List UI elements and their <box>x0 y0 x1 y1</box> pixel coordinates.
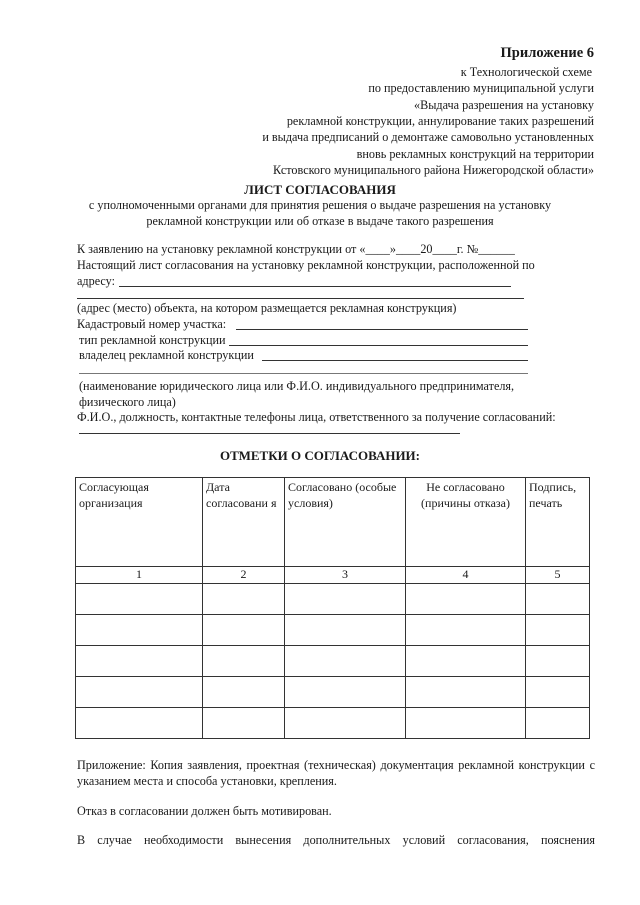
table-cell <box>285 707 406 738</box>
column-number: 2 <box>203 567 285 584</box>
type-label: тип рекламной конструкции <box>79 333 226 347</box>
cadastral-label: Кадастровый номер участка: <box>77 317 227 331</box>
header-not-approved: Не согласовано (причины отказа) <box>406 478 526 567</box>
table-cell <box>526 645 590 676</box>
owner-fill-line <box>262 360 528 361</box>
marks-title: ОТМЕТКИ О СОГЛАСОВАНИИ: <box>219 448 420 463</box>
subtitle-line: с уполномоченными органами для принятия решения о выдаче разрешения на установку <box>88 198 552 212</box>
column-number: 1 <box>76 567 203 584</box>
table-cell <box>76 707 203 738</box>
address-fill-line-2 <box>77 298 524 299</box>
table-cell <box>406 676 526 707</box>
table-row <box>76 583 590 614</box>
annex-line: к Технологической схеме <box>460 65 592 79</box>
additional-note: В случае необходимости вынесения дополнительных условий согласования, пояснения <box>77 833 595 847</box>
table-cell <box>406 614 526 645</box>
table-cell <box>203 583 285 614</box>
address-caption: (адрес (место) объекта, на котором размещается рекламная конструкция) <box>77 301 457 315</box>
responsible-label: Ф.И.О., должность, контактные телефоны лица, ответственного за получение согласований: <box>77 410 556 424</box>
annex-title: Приложение 6 <box>500 45 594 61</box>
application-line: К заявлению на установку рекламной конструкции от «____»____20____г. №______ <box>77 242 515 256</box>
table-cell <box>203 614 285 645</box>
column-number: 5 <box>526 567 590 584</box>
sheet-line: Настоящий лист согласования на установку рекламной конструкции, расположенной по <box>77 258 535 272</box>
table-cell <box>76 583 203 614</box>
type-fill-line <box>229 345 528 346</box>
annex-line: по предоставлению муниципальной услуги <box>368 81 594 96</box>
table-cell <box>526 676 590 707</box>
annex-line: и выдача предписаний о демонтаже самовольно установленных <box>262 130 594 145</box>
header-signature: Подпись, печать <box>526 478 590 567</box>
responsible-fill-line <box>79 433 460 434</box>
table-cell <box>203 645 285 676</box>
table-cell <box>76 614 203 645</box>
cadastral-fill-line <box>236 329 528 330</box>
table-cell <box>406 583 526 614</box>
table-number-row <box>76 567 590 584</box>
table-cell <box>76 645 203 676</box>
table-cell <box>406 707 526 738</box>
document-title: ЛИСТ СОГЛАСОВАНИЯ <box>244 182 396 197</box>
table-cell <box>285 676 406 707</box>
table-row <box>76 676 590 707</box>
annex-line: Кстовского муниципального района Нижегородской области» <box>273 163 594 178</box>
header-date: Дата согласовани я <box>203 478 285 567</box>
owner-caption: (наименование юридического лица или Ф.И.О. индивидуального предпринимателя, <box>79 379 515 393</box>
annex-caption <box>262 64 594 178</box>
table-cell <box>203 676 285 707</box>
owner-label: владелец рекламной конструкции <box>79 348 254 362</box>
table-header-row <box>76 478 590 567</box>
table-cell <box>76 676 203 707</box>
approval-table <box>75 477 590 739</box>
table-cell <box>285 614 406 645</box>
attachment-note: Приложение: Копия заявления, проектная (техническая) документация рекламной конструкции с указанием места и способа установки, крепления. <box>77 758 595 789</box>
refusal-note: Отказ в согласовании должен быть мотивирован. <box>77 804 332 818</box>
table-cell <box>526 707 590 738</box>
table-row <box>76 707 590 738</box>
header-approved: Согласовано (особые условия) <box>285 478 406 567</box>
document-subtitle <box>0 198 640 230</box>
table-row <box>76 645 590 676</box>
table-row <box>76 614 590 645</box>
table-cell <box>285 645 406 676</box>
header-organization: Согласующая организация <box>76 478 203 567</box>
table-cell <box>406 645 526 676</box>
owner-caption-cont: физического лица) <box>79 395 176 409</box>
annex-line: рекламной конструкции, аннулирование таких разрешений <box>286 114 594 129</box>
column-number: 3 <box>285 567 406 584</box>
address-fill-line <box>119 286 511 287</box>
owner-fill-line-2 <box>79 373 528 374</box>
table-cell <box>203 707 285 738</box>
column-number: 4 <box>406 567 526 584</box>
address-label: адресу: <box>77 274 115 288</box>
annex-line: «Выдача разрешения на установку <box>413 97 594 112</box>
table-cell <box>526 583 590 614</box>
table-cell <box>285 583 406 614</box>
annex-line: вновь рекламных конструкций на территории <box>356 146 594 161</box>
subtitle-line: рекламной конструкции или об отказе в выдаче такого разрешения <box>146 213 494 228</box>
table-cell <box>526 614 590 645</box>
